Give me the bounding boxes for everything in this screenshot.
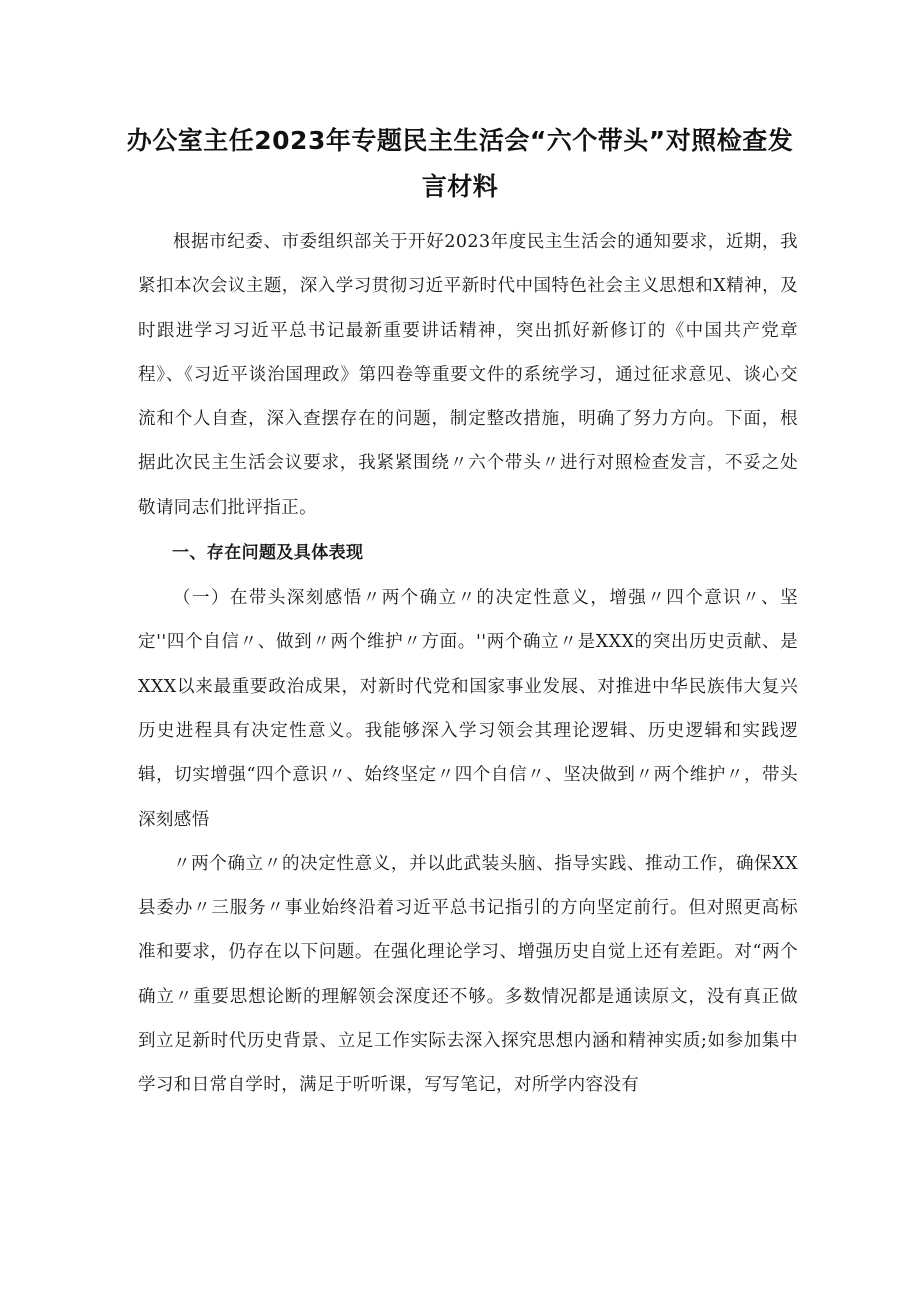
document-title-line-1: 办公室主任2023年专题民主生活会“六个带头”对照检查发	[126, 126, 794, 155]
document-title-line-2: 言材料	[421, 172, 499, 201]
subsection-paragraph: （一）在带头深刻感悟〃两个确立〃的决定性意义，增强〃四个意识〃、坚定''四个自信〃、做到〃两个维护〃方面。''两个确立〃是XXX的突出历史贡献、是XXX以来最重要政治成果，对新时代党和国家事业发展、对推进中华民族伟大复兴历史进程具有决定性意义。我能够深入学习领会其理论逻辑、历史逻辑和实践逻辑，切实增强“四个意识〃、始终坚定〃四个自信〃、坚决做到〃两个维护〃，带头深刻感悟	[138, 588, 798, 830]
continuation-paragraph: 〃两个确立〃的决定性意义，并以此武装头脑、指导实践、推动工作，确保XX县委办〃三服务〃事业始终沿着习近平总书记指引的方向坚定前行。但对照更高标准和要求，仍存在以下问题。在强化理论学习、增强历史自觉上还有差距。对“两个确立〃重要思想论断的理解领会深度还不够。多数情况都是通读原文，没有真正做到立足新时代历史背景、立足工作实际去深入探究思想内涵和精神实质;如参加集中学习和日常自学时，满足于听听课，写写笔记，对所学内容没有	[138, 853, 798, 1096]
section-heading: 一、存在问题及具体表现	[172, 543, 364, 564]
document-body	[138, 220, 798, 1108]
intro-paragraph: 根据市纪委、市委组织部关于开好2023年度民主生活会的通知要求，近期，我紧扣本次会议主题，深入学习贯彻习近平新时代中国特色社会主义思想和X精神，及时跟进学习习近平总书记最新重要讲话精神，突出抓好新修订的《中国共产党章程》、《习近平谈治国理政》第四卷等重要文件的系统学习，通过征求意见、谈心交流和个人自查，深入查摆存在的问题，制定整改措施，明确了努力方向。下面，根据此次民主生活会议要求，我紧紧围绕〃六个带头〃进行对照检查发言，不妥之处敬请同志们批评指正。	[138, 232, 798, 518]
